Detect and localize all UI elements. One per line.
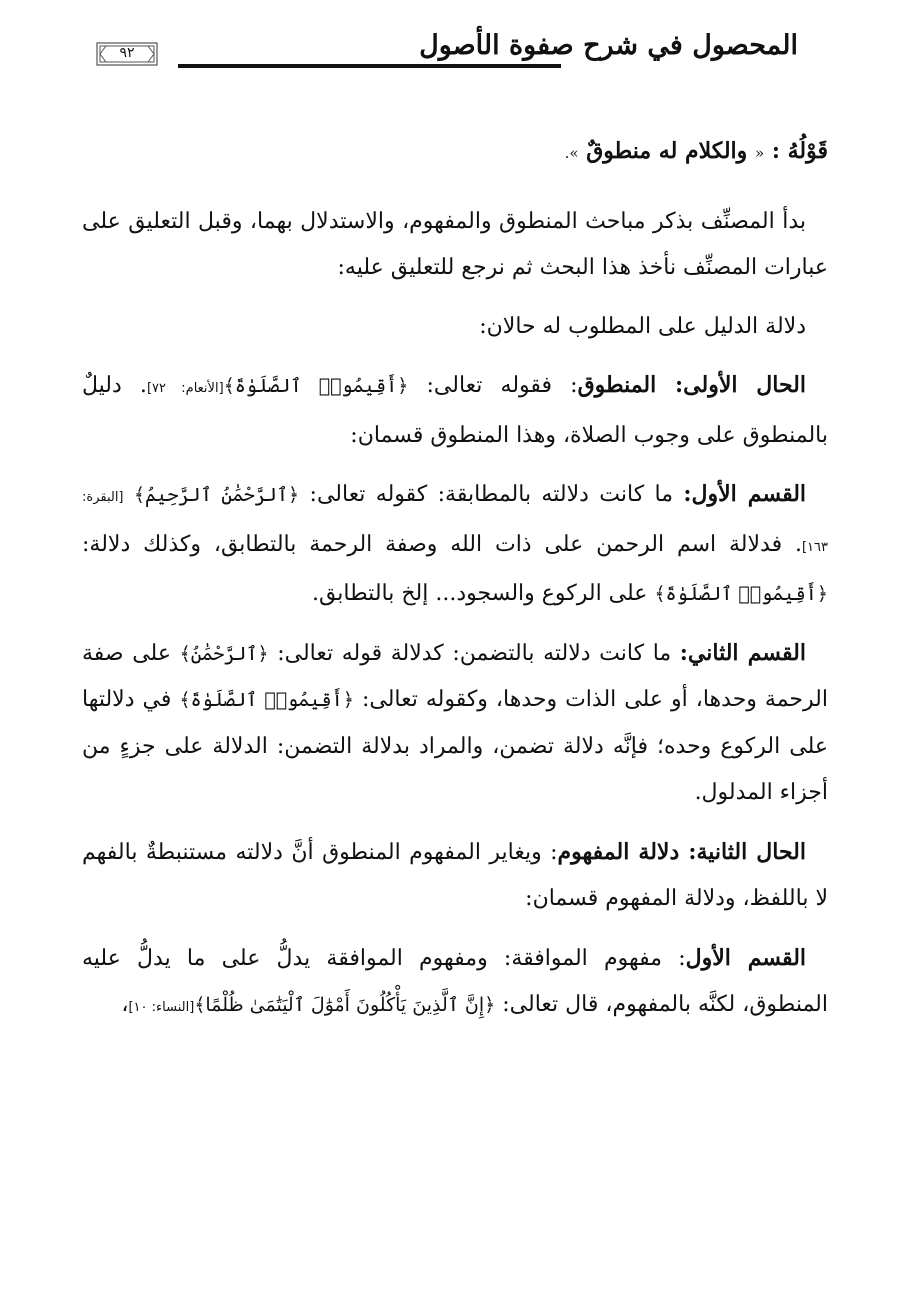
verse-reference: [الأنعام: ٧٢] xyxy=(146,381,224,396)
text-segment: : ويغاير المفهوم المنطوق أنَّ دلالته مستنبطةٌ بالفهم لا باللفظ، ودلالة المفهوم قسمان: xyxy=(82,839,828,911)
quran-verse: ﴿أَقِيمُوا۟ ٱلصَّلَوٰةَ﴾ xyxy=(179,689,354,711)
text-segment: على الركوع والسجود... إلخ بالتطابق. xyxy=(311,581,655,606)
text-segment: في دلالتها على الركوع وحده؛ فإنَّه دلالة تضمن، والمراد بدلالة التضمن: الدلالة على جزءٍ من أجزاء المدلول. xyxy=(82,687,828,805)
heading-first-part-concept: القسم الأول xyxy=(685,944,807,971)
quran-verse: ﴿ٱلرَّحْمَٰنُ ٱلرَّحِيمُ﴾ xyxy=(133,484,300,506)
header-rule xyxy=(178,64,561,68)
verse-reference: [البقرة: ١٦٣] xyxy=(82,490,828,555)
text-segment: على صفة الرحمة وحدها، أو على الذات وحدها، وكقوله تعالى: xyxy=(82,640,828,712)
page-number-badge xyxy=(96,42,158,66)
quoted-statement: قَوْلُهُ : « والكلام له منطوقٌ ». xyxy=(564,138,828,164)
quran-verse: ﴿إِنَّ ٱلَّذِينَ يَأْكُلُونَ أَمْوَٰلَ ٱلْيَتَٰمَىٰ ظُلْمًا﴾ xyxy=(194,994,496,1016)
heading-second-state: الحال الثانية: دلالة المفهوم xyxy=(557,838,806,865)
paragraph-second-state xyxy=(82,829,828,923)
quran-verse: ﴿أَقِيمُوا۟ ٱلصَّلَوٰةَ﴾ xyxy=(654,583,828,605)
quote-close-mark: ». xyxy=(564,144,579,162)
page-body xyxy=(82,108,828,1032)
text-segment: . دليلٌ بالمنطوق على وجوب الصلاة، وهذا المنطوق قسمان: xyxy=(82,373,828,448)
text-segment: : مفهوم الموافقة: ومفهوم الموافقة يدلُّ على ما يدلُّ عليه المنطوق، لكنَّه بالمفهوم، قال تعالى: xyxy=(82,945,828,1017)
quote-text: والكلام له منطوقٌ xyxy=(586,138,748,164)
paragraph-first-state xyxy=(82,362,828,459)
text-segment: . فدلالة اسم الرحمن على ذات الله وصفة الرحمة بالتطابق، وكذلك دلالة: xyxy=(82,531,802,557)
quran-verse: ﴿ٱلرَّحْمَٰنُ﴾ xyxy=(179,642,269,665)
paragraph-muwafaqa xyxy=(82,935,828,1032)
quran-verse: ﴿أَقِيمُوا۟ ٱلصَّلَوٰةَ﴾ xyxy=(223,375,409,397)
quote-open-mark: « xyxy=(754,144,765,162)
page-number: ٩٢ xyxy=(119,45,135,61)
paragraph-two-states: دلالة الدليل على المطلوب له حالان: xyxy=(479,313,806,339)
quote-label: قَوْلُهُ xyxy=(787,138,828,164)
heading-second-part: القسم الثاني: xyxy=(679,639,806,666)
text-segment: ما كانت دلالته بالمطابقة: كقوله تعالى: xyxy=(299,482,684,507)
text-segment: ، xyxy=(121,992,129,1017)
heading-first-part: القسم الأول: xyxy=(683,481,807,507)
paragraph-mutabaqa xyxy=(82,471,828,618)
verse-reference: [النساء: ١٠] xyxy=(128,1000,195,1015)
page-header xyxy=(0,0,910,100)
text-segment: : فقوله تعالى: xyxy=(408,373,578,398)
text-segment: ما كانت دلالته بالتضمن: كدلالة قوله تعالى: xyxy=(268,640,680,666)
book-title: المحصول في شرح صفوة الأصول xyxy=(419,30,798,61)
paragraph-tadammun xyxy=(82,630,828,817)
paragraph-intro: بدأ المصنِّف بذكر مباحث المنطوق والمفهوم، والاستدلال بهما، وقبل التعليق على عبارات المصنِّف نأخذ هذا البحث ثم نرجع للتعليق عليه: xyxy=(82,208,828,280)
heading-first-state: الحال الأولى: المنطوق xyxy=(577,372,806,398)
